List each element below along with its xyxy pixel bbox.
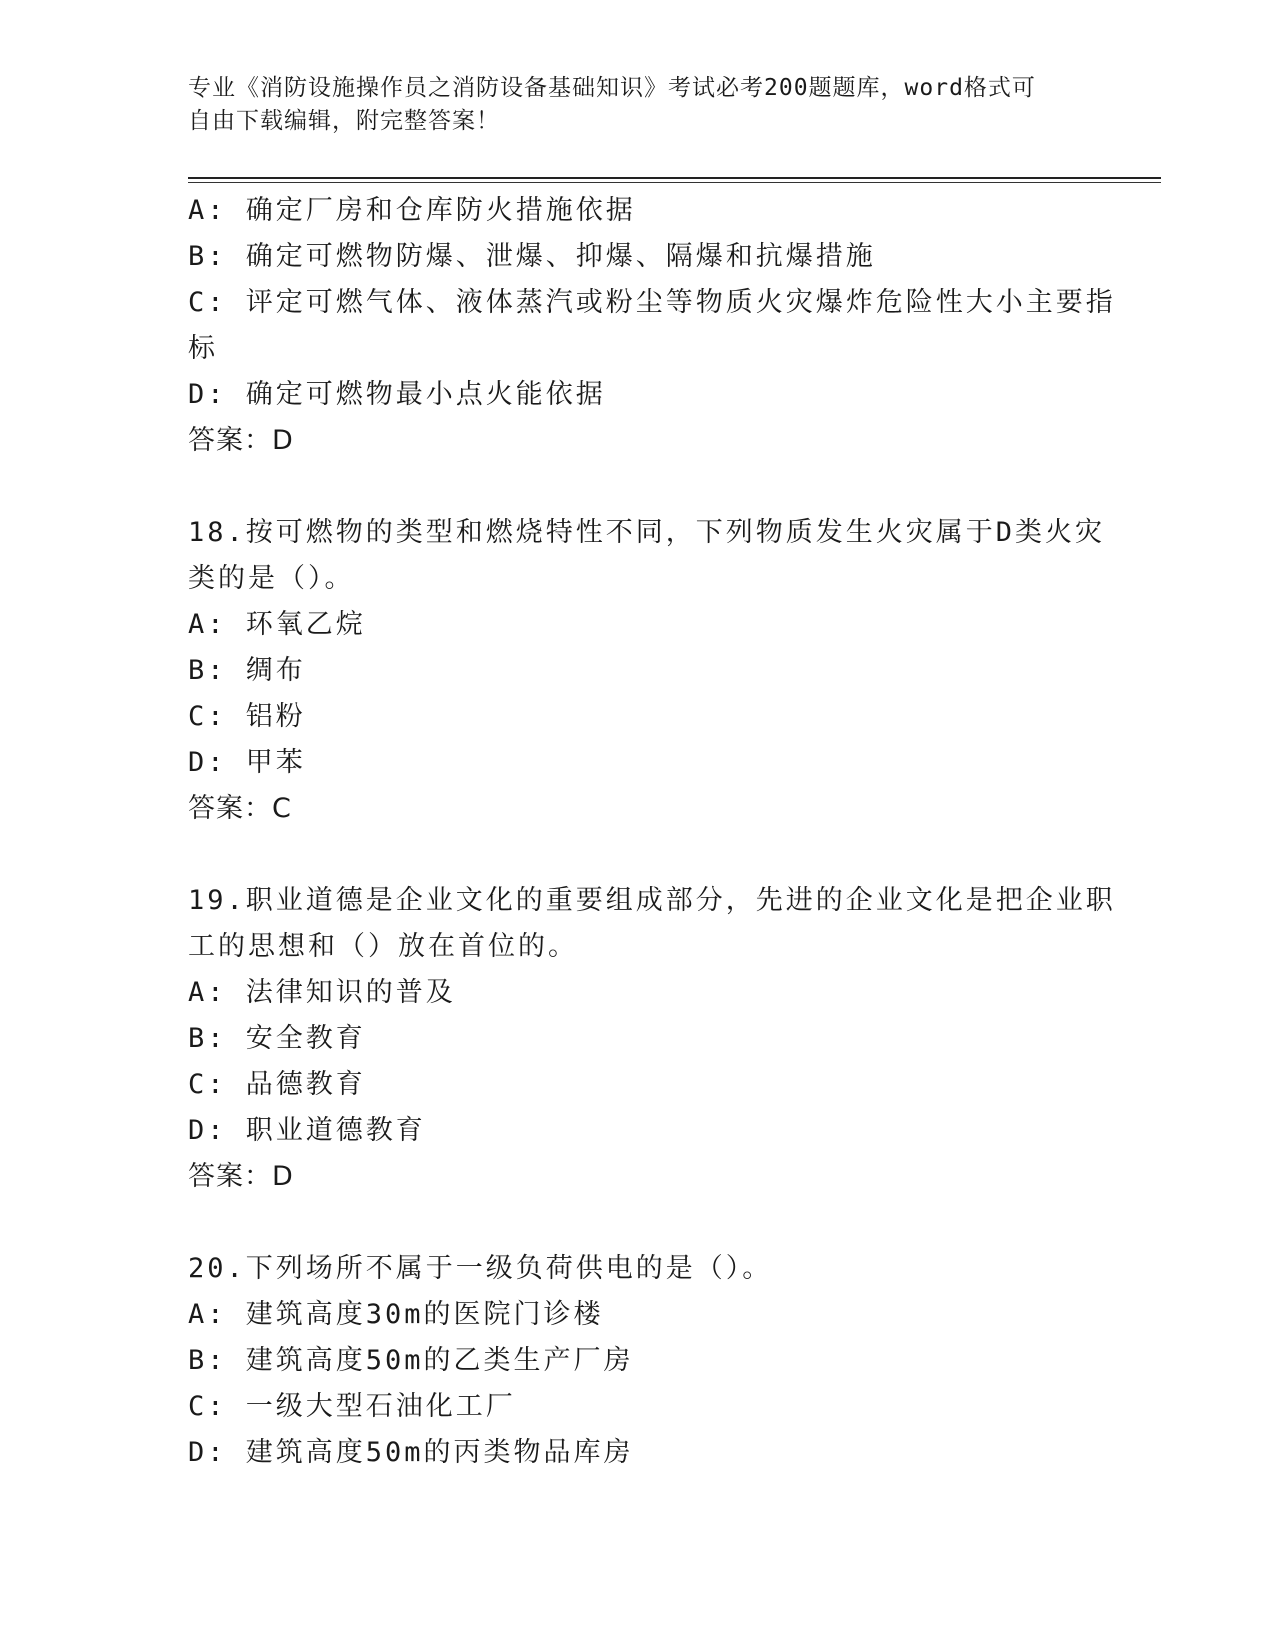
question-stem-continued: 类的是（）。 (188, 563, 355, 594)
header-line-2: 自由下载编辑，附完整答案！ (188, 108, 500, 134)
option-a: A: 环氧乙烷 (188, 609, 366, 640)
question-spacer (188, 464, 1088, 510)
option-c: C: 铝粉 (188, 701, 306, 732)
option-b: B: 建筑高度50m的乙类生产厂房 (188, 1345, 634, 1376)
question-stem-continued: 工的思想和（）放在首位的。 (188, 931, 578, 962)
option-a: A: 建筑高度30m的医院门诊楼 (188, 1299, 604, 1330)
option-d: D: 建筑高度50m的丙类物品库房 (188, 1437, 634, 1468)
question-18 (188, 510, 1106, 832)
header-divider-thin (188, 182, 1161, 183)
option-d: D: 甲苯 (188, 747, 306, 778)
question-19 (188, 878, 1116, 1200)
option-b: B: 确定可燃物防爆、泄爆、抑爆、隔爆和抗爆措施 (188, 241, 876, 272)
question-spacer (188, 832, 1088, 878)
answer-line: 答案：D (188, 425, 294, 456)
answer-line: 答案：C (188, 793, 292, 824)
option-d: D: 职业道德教育 (188, 1115, 426, 1146)
option-c: C: 评定可燃气体、液体蒸汽或粉尘等物质火灾爆炸危险性大小主要指 (188, 287, 1116, 318)
option-c: C: 一级大型石油化工厂 (188, 1391, 516, 1422)
option-b: B: 绸布 (188, 655, 306, 686)
question-spacer (188, 1200, 1088, 1246)
option-a: A: 确定厂房和仓库防火措施依据 (188, 195, 636, 226)
question-stem: 19.职业道德是企业文化的重要组成部分，先进的企业文化是把企业职 (188, 885, 1116, 916)
question-list (188, 188, 1116, 1476)
answer-line: 答案：D (188, 1161, 294, 1192)
document-header (188, 72, 1068, 138)
question-20 (188, 1246, 1088, 1476)
header-line-1: 专业《消防设施操作员之消防设备基础知识》考试必考200题题库，word格式可 (188, 75, 1036, 101)
header-divider-thick (188, 177, 1161, 179)
option-d: D: 确定可燃物最小点火能依据 (188, 379, 606, 410)
option-a: A: 法律知识的普及 (188, 977, 456, 1008)
option-c-continued: 标 (188, 333, 218, 364)
question-stem: 20.下列场所不属于一级负荷供电的是（）。 (188, 1253, 773, 1284)
question-stem: 18.按可燃物的类型和燃烧特性不同，下列物质发生火灾属于D类火灾 (188, 517, 1106, 548)
option-b: B: 安全教育 (188, 1023, 366, 1054)
question-17-tail (188, 188, 1116, 464)
option-c: C: 品德教育 (188, 1069, 366, 1100)
